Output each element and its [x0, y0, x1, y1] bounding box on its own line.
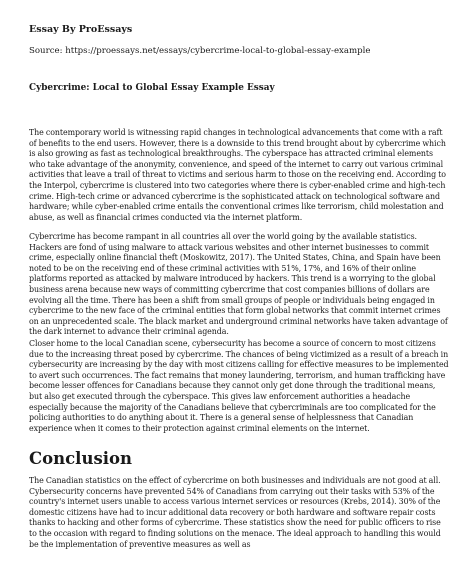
- paragraph-local: Closer home to the local Canadian scene, cybersecurity has become a source of concern to most citizens due to the increasing threat posed by cybercrime. The chances of being victimized as a result of a breach in cybersecurity are increasing by the day with most citizens calling for effective measures to be implemented to avert such occurrences. The fact remains that money laundering, terrorism, and human trafficking have become lesser offences for Canadians because they cannot only get done through the traditional means, but also get executed through the cyberspace. This gives law enforcement authorities a headache especially because the majority of the Canadians believe that cybercriminals are too complicated for the policing authorities to do anything about it. There is a general sense of helplessness that Canadian experience when it comes to their protection against criminal elements on the internet.: [29, 339, 449, 433]
- source-line: [29, 45, 371, 57]
- paragraph-global: Cybercrime has become rampant in all countries all over the world going by the available statistics. Hackers are fond of using malware to attack various websites and other internet businesses to commit crime, especially online financial theft (Moskowitz, 2017). The United States, China, and Spain have been noted to be on the receiving end of these criminal activities with 51%, 17%, and 16% of their online platforms reported as attacked by malware introduced by hackers. This trend is a worrying to the global business arena because new ways of committing cybercrime that cost companies billions of dollars are evolving all the time. There has been a shift from small groups of people or individuals being engaged in cybercrime to the new face of the criminal entities that form global networks that commit internet crimes on an unprecedented scale. The black market and underground criminal networks have taken advantage of the dark internet to advance their criminal agenda.: [29, 232, 448, 337]
- conclusion-heading: Conclusion: [29, 449, 133, 468]
- document-title: Cybercrime: Local to Global Essay Example Essay: [29, 83, 275, 93]
- source-url[interactable]: https://proessays.net/essays/cybercrime-local-to-global-essay-example: [65, 46, 371, 56]
- source-label: Source:: [29, 46, 63, 56]
- paragraph-conclusion: The Canadian statistics on the effect of cybercrime on both businesses and individuals are not good at all. Cybersecurity concerns have prevented 54% of Canadians from carrying out their tasks with 53% of the country's internet users unable to access various internet services or resources (Krebs, 2014). 30% of the domestic citizens have had to incur additional data recovery or both hardware and software repair costs thanks to hacking and other forms of cybercrime. These statistics show the need for public officers to rise to the occasion with regard to finding solutions on the menace. The ideal approach to handling this would be the implementation of preventive measures as well as: [29, 476, 441, 549]
- brand-title: Essay By ProEssays: [29, 24, 133, 35]
- paragraph-intro: The contemporary world is witnessing rapid changes in technological advancements that come with a raft of benefits to the end users. However, there is a downside to this trend brought about by cybercrime which is also growing as fast as technological breakthroughs. The cyberspace has attracted criminal elements who take advantage of the anonymity, convenience, and speed of the internet to carry out various criminal activities that leave a trail of threat to victims and serious harm to those on the receiving end. According to the Interpol, cybercrime is clustered into two categories where there is cyber-enabled crime and high-tech crime. High-tech crime or advanced cybercrime is the sophisticated attack on technological software and hardware; while cyber-enabled crime entails the conventional crimes like terrorism, child molestation and abuse, as well as financial crimes conducted via the internet platform.: [29, 128, 446, 222]
